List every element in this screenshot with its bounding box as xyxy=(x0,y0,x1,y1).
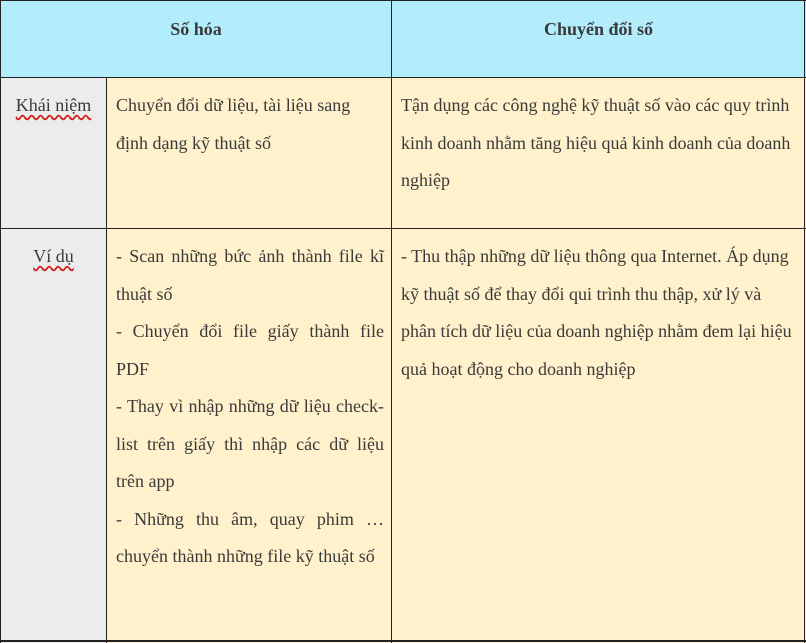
example-digitization-item-4: - Những thu âm, quay phim …chuyển thành những file kỹ thuật số xyxy=(116,508,384,566)
concept-transformation-cell xyxy=(391,77,806,229)
header-chuyen-doi-so: Chuyển đổi số xyxy=(543,19,654,39)
row-label-example: Ví dụ xyxy=(33,246,74,266)
table-bottom-border xyxy=(0,640,806,642)
row-label-cell-concept xyxy=(0,77,107,229)
concept-digitization-cell xyxy=(106,77,392,229)
row-label-cell-example xyxy=(0,228,107,643)
concept-transformation-text: Tận dụng các công nghệ kỹ thuật số vào các quy trình kinh doanh nhằm tăng hiệu quả kinh doanh của doanh nghiệp xyxy=(401,95,791,190)
example-digitization-item-1: - Scan những bức ảnh thành file kĩ thuật số xyxy=(116,246,384,304)
table-right-border xyxy=(804,0,805,643)
row-divider-2 xyxy=(0,228,806,229)
example-digitization-item-2: - Chuyển đổi file giấy thành file PDF xyxy=(116,321,384,379)
header-cell-right xyxy=(391,0,806,78)
label-column-divider xyxy=(106,77,107,643)
example-transformation-text: - Thu thập những dữ liệu thông qua Internet. Áp dụng kỹ thuật số để thay đổi qui trình thu thập, xử lý và phân tích dữ liệu của doanh nghiệp nhằm đem lại hiệu quả hoạt động cho doanh nghiệp xyxy=(401,246,792,379)
header-cell-left xyxy=(0,0,392,78)
header-so-hoa: Số hóa xyxy=(170,19,222,39)
example-digitization-item-3: - Thay vì nhập những dữ liệu check-list trên giấy thì nhập các dữ liệu trên app xyxy=(116,396,384,491)
concept-digitization-text: Chuyển đổi dữ liệu, tài liệu sang định dạng kỹ thuật số xyxy=(116,95,351,153)
example-transformation-cell xyxy=(391,228,806,643)
center-column-divider xyxy=(391,0,392,643)
table-left-border xyxy=(0,0,1,643)
row-divider-1 xyxy=(0,77,806,78)
example-digitization-cell xyxy=(106,228,392,643)
row-label-concept: Khái niệm xyxy=(15,95,92,115)
